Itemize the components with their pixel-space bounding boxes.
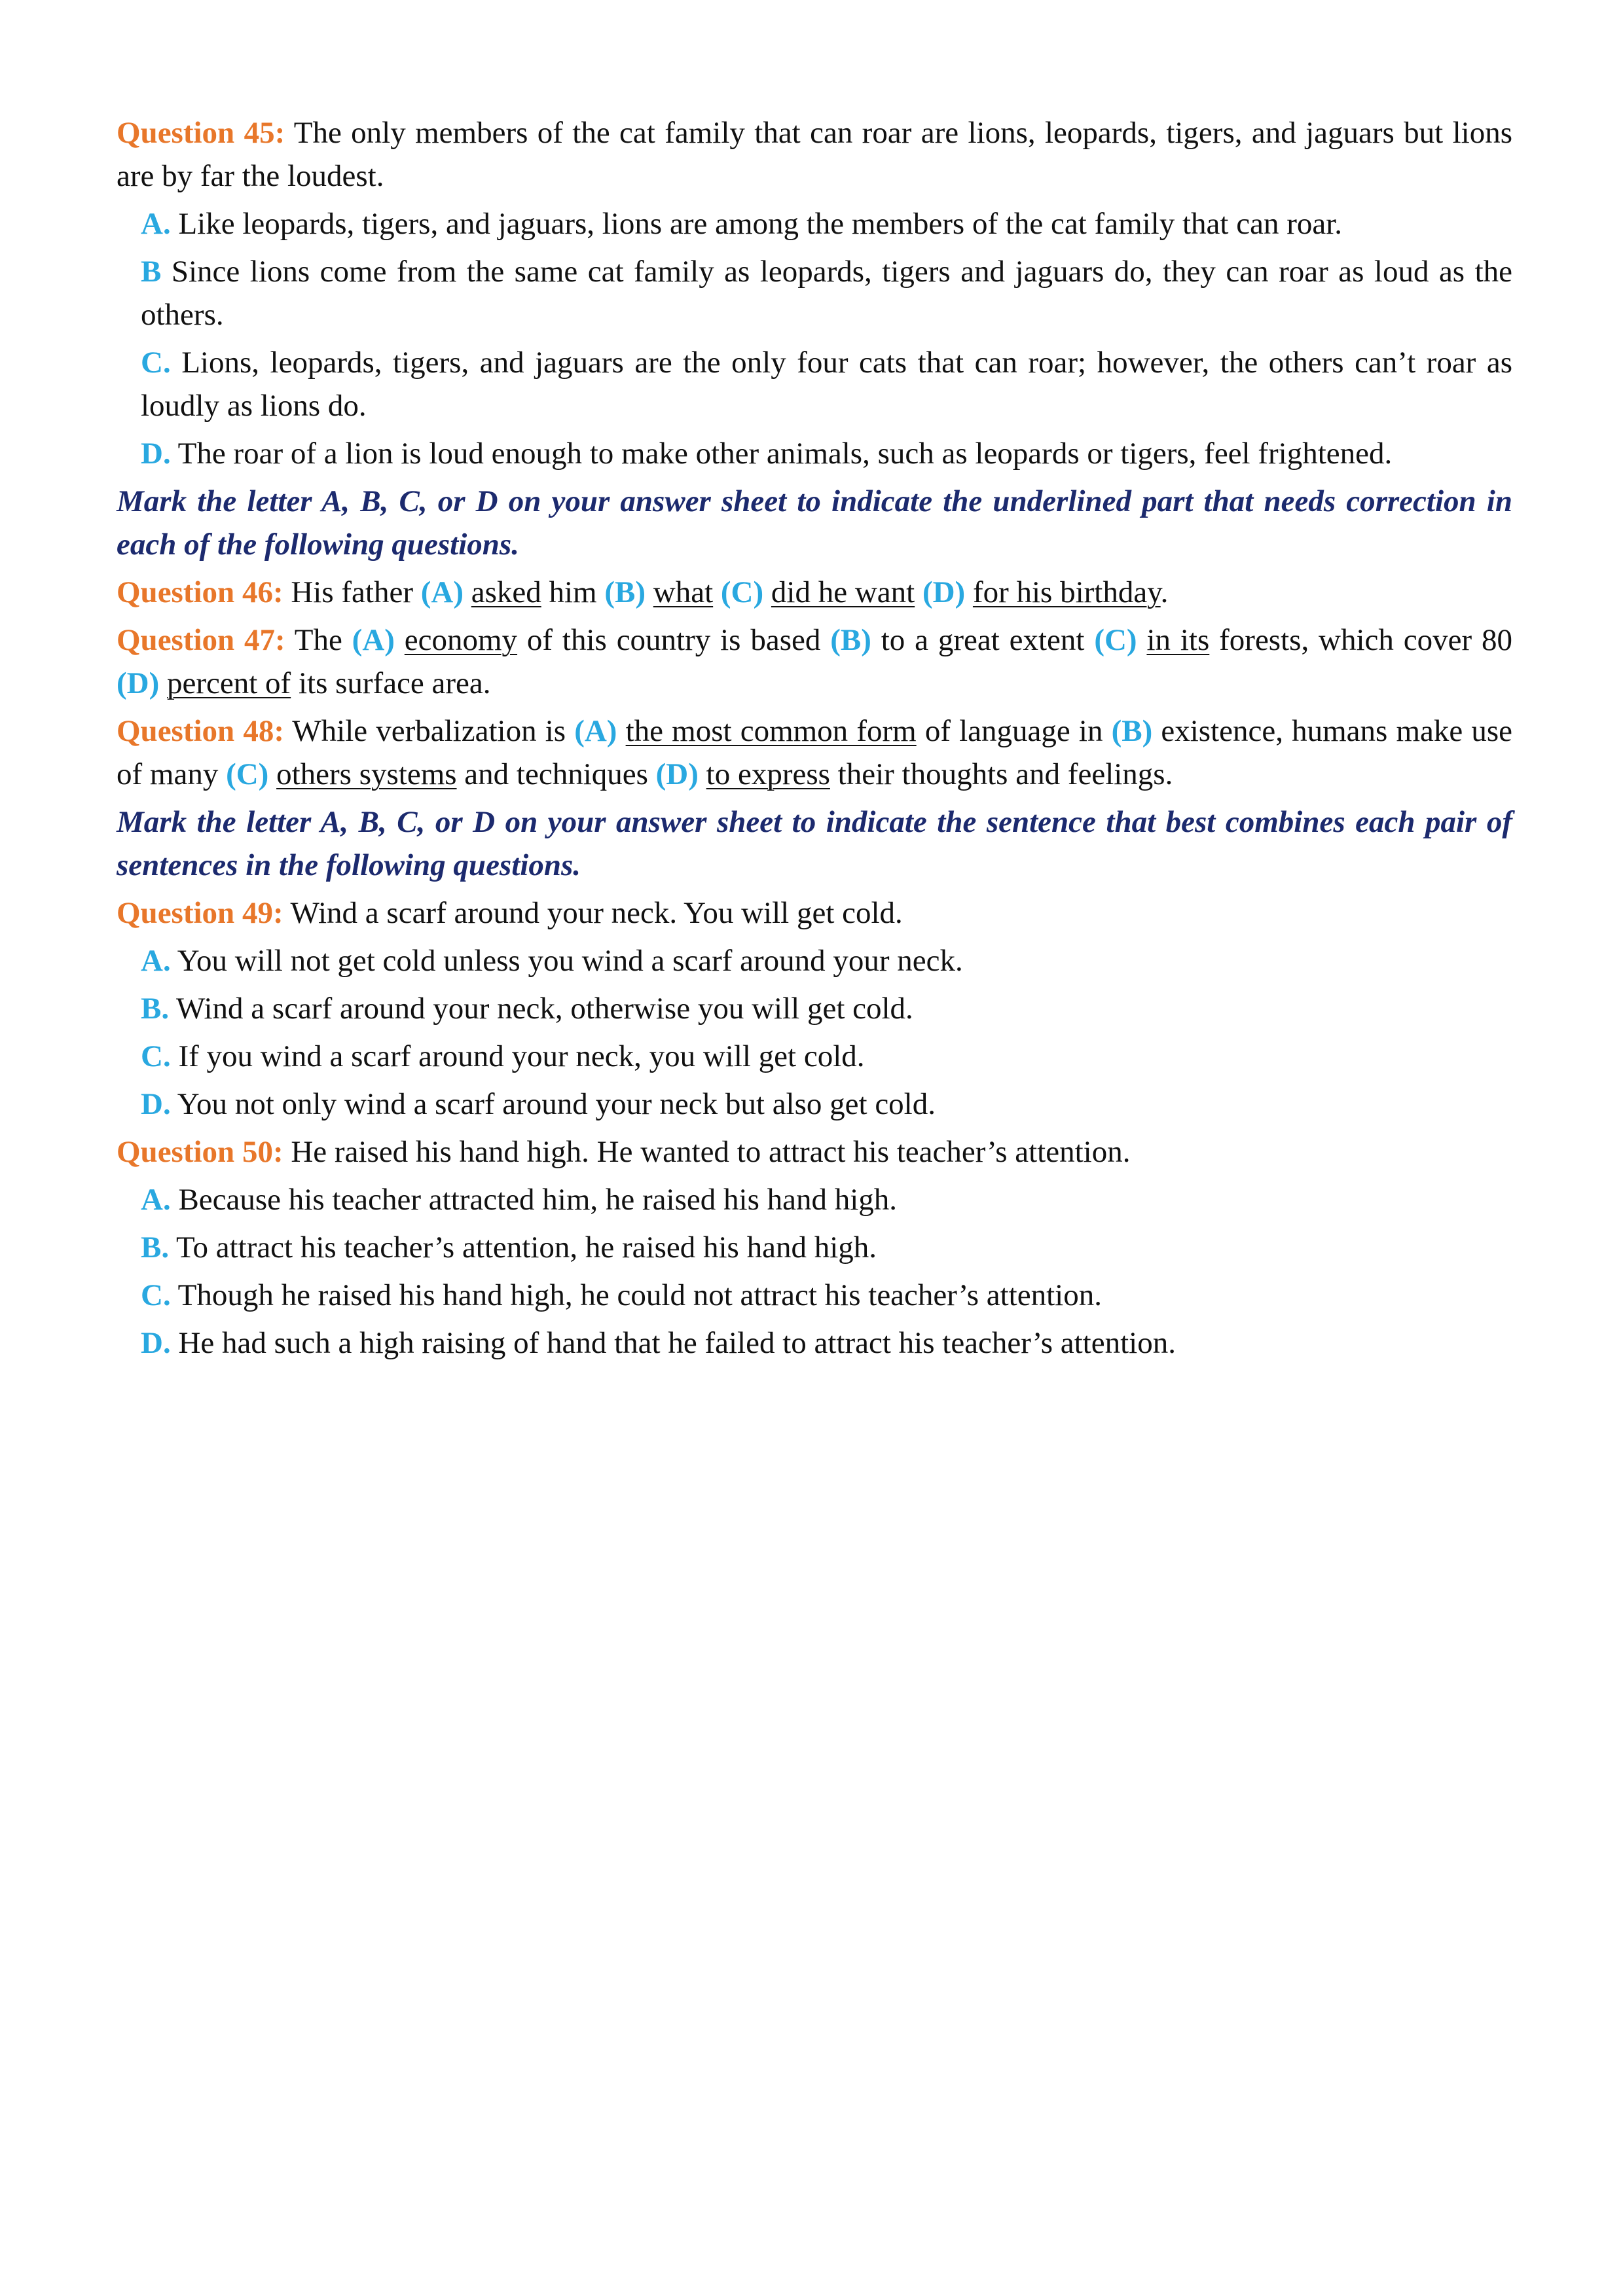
question-text: their thoughts and feelings. — [837, 757, 1173, 791]
option-text: You will not get cold unless you wind a scarf around your neck. — [177, 944, 963, 978]
option-text: Wind a scarf around your neck, otherwise you will get cold. — [176, 992, 913, 1026]
question-text: and techniques — [464, 757, 648, 791]
underlined-part-a: economy — [404, 623, 518, 657]
option-text: He had such a high raising of hand that he failed to attract his teacher’s attention. — [178, 1326, 1176, 1360]
marker-a: (A) — [420, 575, 464, 609]
question-label: Question 47: — [117, 623, 285, 657]
question-label: Question 49: — [117, 896, 283, 930]
question-label: Question 50: — [117, 1135, 283, 1169]
option-c — [117, 341, 1512, 427]
question-text: existence, humans make use of many — [117, 714, 1513, 791]
option-text: The roar of a lion is loud enough to make other animals, such as leopards or tigers, feel frightened. — [177, 437, 1393, 471]
option-text: Because his teacher attracted him, he raised his hand high. — [178, 1183, 898, 1217]
marker-b: (B) — [604, 575, 646, 609]
question-text: of this country is based — [526, 623, 821, 657]
question-label: Question 46: — [117, 575, 283, 609]
option-b — [117, 1226, 1512, 1269]
option-d — [117, 432, 1512, 475]
question-text: of language in — [924, 714, 1103, 748]
option-text: To attract his teacher’s attention, he raised his hand high. — [176, 1230, 877, 1265]
question-text: its surface area. — [298, 666, 491, 700]
question-45 — [117, 111, 1512, 198]
option-text: Since lions come from the same cat family as leopards, tigers and jaguars do, they can roar as loud as the others. — [141, 255, 1513, 332]
option-letter: C. — [141, 1039, 171, 1073]
option-b — [117, 250, 1512, 336]
option-text: If you wind a scarf around your neck, you will get cold. — [178, 1039, 865, 1073]
underlined-part-a: asked — [471, 575, 541, 609]
question-text: He raised his hand high. He wanted to attract his teacher’s attention. — [291, 1135, 1131, 1169]
marker-c: (C) — [226, 757, 269, 791]
option-d — [117, 1321, 1512, 1365]
underlined-part-b: what — [653, 575, 714, 609]
marker-d: (D) — [655, 757, 699, 791]
marker-d: (D) — [117, 666, 160, 700]
question-50 — [117, 1130, 1512, 1174]
question-text: His father — [291, 575, 413, 609]
underlined-part-c: did he want — [771, 575, 915, 609]
question-49 — [117, 891, 1512, 935]
option-letter: C. — [141, 346, 171, 380]
question-text: The only members of the cat family that can roar are lions, leopards, tigers, and jaguars but lions are by far the loudest. — [117, 116, 1512, 193]
instruction-error-identification: Mark the letter A, B, C, or D on your answer sheet to indicate the underlined part that needs correction in each of the following questions. — [117, 484, 1512, 562]
marker-d: (D) — [922, 575, 966, 609]
marker-b: (B) — [1111, 714, 1153, 748]
option-letter: D. — [141, 437, 171, 471]
question-sheet — [117, 111, 1512, 1369]
option-letter: D. — [141, 1326, 171, 1360]
underlined-part-c: in its — [1146, 623, 1210, 657]
question-46 — [117, 571, 1512, 614]
option-text: Like leopards, tigers, and jaguars, lions are among the members of the cat family that can roar. — [178, 207, 1343, 241]
question-label: Question 48: — [117, 714, 284, 748]
option-letter: B. — [141, 992, 170, 1026]
question-text: The — [294, 623, 342, 657]
option-letter: C. — [141, 1278, 171, 1312]
option-c — [117, 1274, 1512, 1317]
question-text: him — [549, 575, 597, 609]
option-text: Lions, leopards, tigers, and jaguars are the only four cats that can roar; however, the others can’t roar as loudly as lions do. — [141, 346, 1512, 423]
underlined-part-a: the most common form — [625, 714, 917, 748]
question-text: While verbalization is — [292, 714, 566, 748]
question-text: to a great extent — [881, 623, 1085, 657]
option-b — [117, 987, 1512, 1030]
question-48 — [117, 709, 1512, 796]
marker-c: (C) — [720, 575, 764, 609]
question-47 — [117, 619, 1512, 705]
question-text: forests, which cover 80 — [1219, 623, 1512, 657]
underlined-part-d: to express — [706, 757, 830, 791]
option-a — [117, 1178, 1512, 1221]
option-text: Though he raised his hand high, he could not attract his teacher’s attention. — [177, 1278, 1102, 1312]
option-c — [117, 1035, 1512, 1078]
option-letter: B. — [141, 1230, 170, 1265]
option-a — [117, 202, 1512, 245]
option-a — [117, 939, 1512, 982]
option-text: You not only wind a scarf around your neck but also get cold. — [177, 1087, 936, 1121]
marker-c: (C) — [1094, 623, 1137, 657]
option-letter: A. — [141, 1183, 171, 1217]
option-letter: A. — [141, 944, 171, 978]
option-letter: A. — [141, 207, 171, 241]
instruction-sentence-combination: Mark the letter A, B, C, or D on your answer sheet to indicate the sentence that best combines each pair of sentences in the following questions. — [117, 805, 1512, 882]
marker-b: (B) — [830, 623, 871, 657]
question-label: Question 45: — [117, 116, 285, 150]
underlined-part-d: percent of — [167, 666, 291, 700]
option-letter: D. — [141, 1087, 171, 1121]
underlined-part-c: others systems — [276, 757, 457, 791]
marker-a: (A) — [352, 623, 395, 657]
marker-a: (A) — [574, 714, 617, 748]
question-text: . — [1160, 575, 1169, 609]
option-letter: B — [141, 255, 162, 289]
question-text: Wind a scarf around your neck. You will get cold. — [290, 896, 903, 930]
underlined-part-d: for his birthday — [972, 575, 1161, 609]
option-d — [117, 1083, 1512, 1126]
